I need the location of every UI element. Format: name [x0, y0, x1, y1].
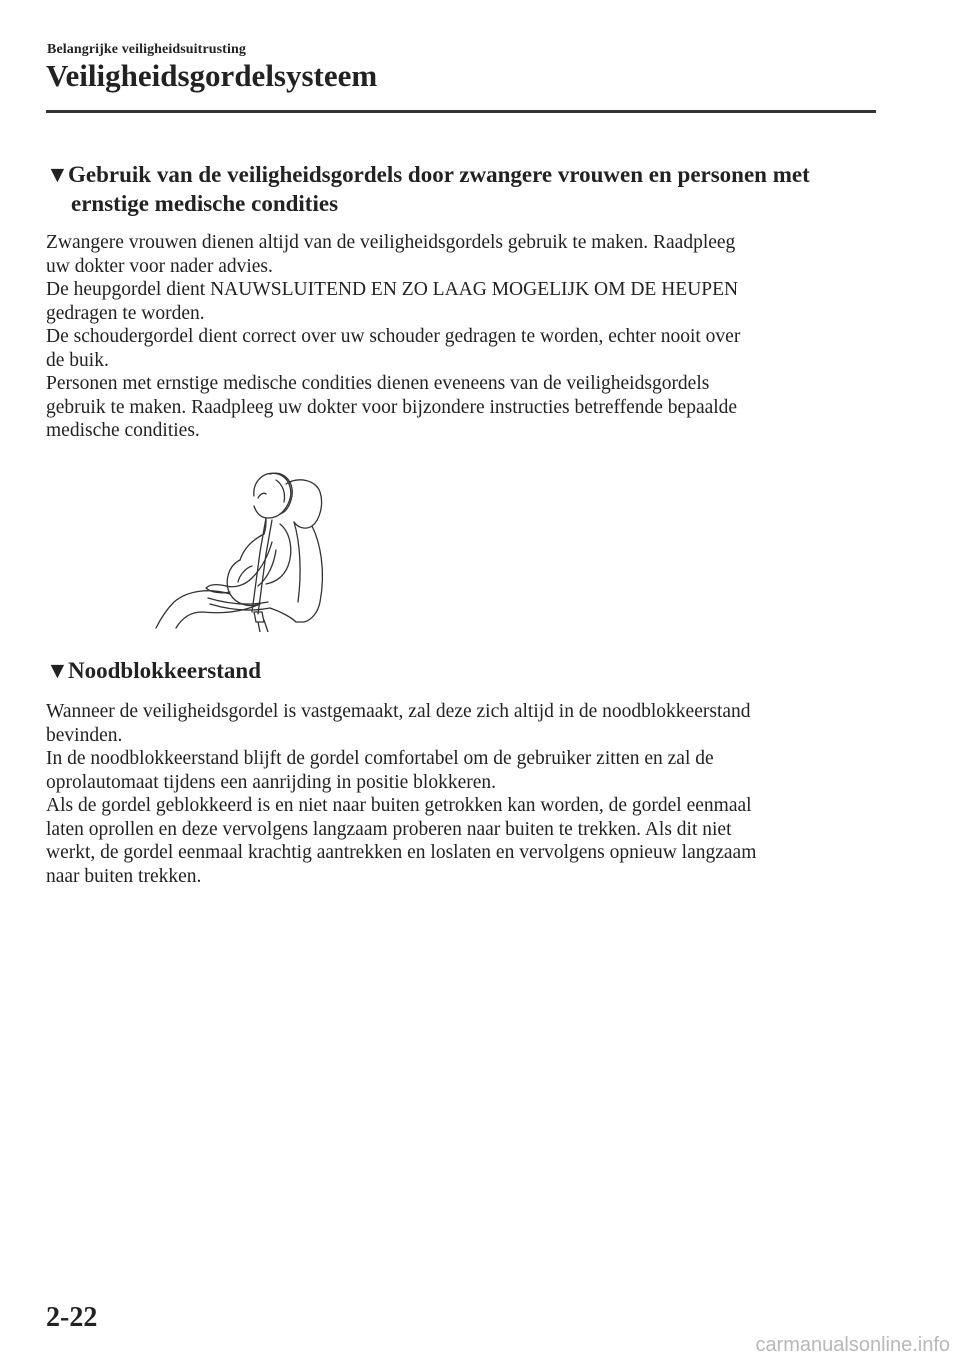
section-heading-pregnancy [46, 160, 886, 218]
body-line: laten oprollen en deze vervolgens langzaam proberen naar buiten te trekken. Als dit niet [46, 818, 732, 840]
body-line: De schoudergordel dient correct over uw schouder gedragen te worden, echter nooit over [46, 326, 741, 347]
body-line: uw dokter voor nader advies. [46, 255, 273, 277]
heading-text: Noodblokkeerstand [68, 658, 261, 683]
body-line: gebruik te maken. Raadpleeg uw dokter voor bijzondere instructies betreffende bepaalde [46, 396, 738, 418]
triangle-down-icon: ▼ [46, 658, 69, 683]
body-line: Zwangere vrouwen dienen altijd van de veiligheidsgordels gebruik te maken. Raadpleeg [46, 232, 736, 253]
body-line: oprolautomaat tijdens een aanrijding in positie blokkeren. [46, 771, 497, 793]
section-category: Belangrijke veiligheidsuitrusting [47, 42, 246, 57]
header-divider [46, 110, 876, 113]
body-line: de buik. [46, 349, 109, 371]
page-title: Veiligheidsgordelsysteem [46, 58, 378, 93]
section-body-pregnancy [46, 231, 876, 443]
triangle-down-icon: ▼ [46, 162, 69, 187]
heading-line-2: ernstige medische condities [71, 191, 339, 216]
section-body-emergency-lock [46, 700, 876, 888]
body-line: Personen met ernstige medische condities dienen eveneens van de veiligheidsgordels [46, 373, 710, 394]
body-line: Wanneer de veiligheidsgordel is vastgemaakt, zal deze zich altijd in de noodblokkeerstand [46, 701, 751, 722]
body-line: bevinden. [46, 724, 123, 746]
body-line: De heupgordel dient NAUWSLUITEND EN ZO LAAG MOGELIJK OM DE HEUPEN [46, 279, 739, 300]
body-line: medische condities. [46, 420, 200, 441]
body-line: In de noodblokkeerstand blijft de gordel comfortabel om de gebruiker zitten en zal de [46, 748, 714, 769]
page-number: 2-22 [46, 1302, 98, 1333]
section-heading-emergency-lock [46, 656, 886, 685]
heading-line-1: Gebruik van de veiligheidsgordels door zwangere vrouwen en personen met [68, 162, 810, 187]
body-line: gedragen te worden. [46, 302, 205, 324]
pregnant-woman-seatbelt-illustration [148, 462, 338, 637]
body-line: naar buiten trekken. [46, 865, 202, 887]
body-line: Als de gordel geblokkeerd is en niet naar buiten getrokken kan worden, de gordel eenmaal [46, 795, 752, 816]
body-line: werkt, de gordel eenmaal krachtig aantrekken en loslaten en vervolgens opnieuw langzaam [46, 842, 757, 863]
watermark: carmanualsonline.info [755, 1334, 950, 1356]
